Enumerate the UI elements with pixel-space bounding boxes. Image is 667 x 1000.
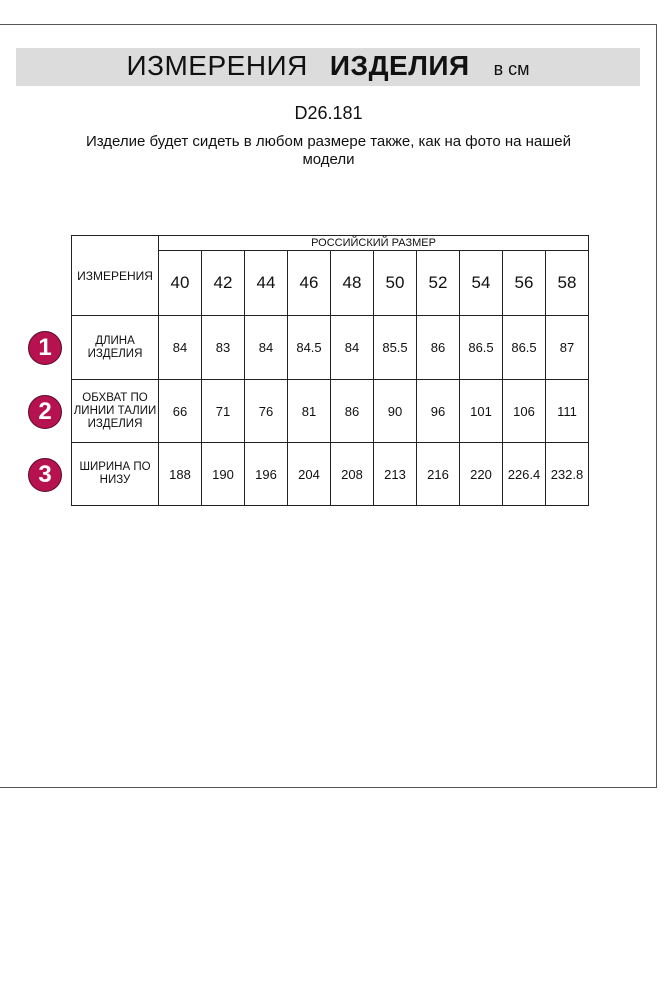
value-cell: 81: [288, 380, 331, 443]
value-cell: 101: [460, 380, 503, 443]
table-row: [72, 380, 589, 443]
value-cell: 66: [159, 380, 202, 443]
value-cell: 84: [331, 316, 374, 380]
value-cell: 86.5: [503, 316, 546, 380]
table-row: [72, 443, 589, 506]
size-table: [71, 235, 589, 506]
size-cell: 58: [546, 251, 589, 316]
value-cell: 86.5: [460, 316, 503, 380]
size-cell: 40: [159, 251, 202, 316]
title-product: ИЗДЕЛИЯ: [329, 50, 470, 81]
value-cell: 190: [202, 443, 245, 506]
value-cell: 83: [202, 316, 245, 380]
table-row: [72, 316, 589, 380]
value-cell: 188: [159, 443, 202, 506]
value-cell: 106: [503, 380, 546, 443]
row-label-waist: ОБХВАТ ПО ЛИНИИ ТАЛИИ ИЗДЕЛИЯ: [72, 380, 159, 443]
title-unit: в см: [493, 59, 530, 79]
value-cell: 208: [331, 443, 374, 506]
size-cell: 48: [331, 251, 374, 316]
value-cell: 232.8: [546, 443, 589, 506]
row-badge-3: 3: [28, 458, 62, 492]
title-bar: [16, 48, 640, 86]
value-cell: 226.4: [503, 443, 546, 506]
value-cell: 85.5: [374, 316, 417, 380]
size-cell: 54: [460, 251, 503, 316]
value-cell: 204: [288, 443, 331, 506]
size-cell: 56: [503, 251, 546, 316]
value-cell: 84: [159, 316, 202, 380]
row-badge-1: 1: [28, 331, 62, 365]
size-cell: 50: [374, 251, 417, 316]
fit-note: Изделие будет сидеть в любом размере также, как на фото на нашей модели: [85, 133, 572, 168]
corner-label: ИЗМЕРЕНИЯ: [72, 236, 159, 316]
product-code: D26.181: [294, 103, 363, 123]
value-cell: 90: [374, 380, 417, 443]
value-cell: 96: [417, 380, 460, 443]
value-cell: 213: [374, 443, 417, 506]
value-cell: 111: [546, 380, 589, 443]
row-label-hem-width: ШИРИНА ПО НИЗУ: [72, 443, 159, 506]
value-cell: 196: [245, 443, 288, 506]
size-cell: 46: [288, 251, 331, 316]
value-cell: 71: [202, 380, 245, 443]
russian-size-header: РОССИЙСКИЙ РАЗМЕР: [159, 236, 589, 251]
size-cell: 52: [417, 251, 460, 316]
size-cell: 42: [202, 251, 245, 316]
value-cell: 84: [245, 316, 288, 380]
title-measurements: ИЗМЕРЕНИЯ: [126, 50, 308, 81]
size-cell: 44: [245, 251, 288, 316]
row-label-length: ДЛИНА ИЗДЕЛИЯ: [72, 316, 159, 380]
row-badge-2: 2: [28, 395, 62, 429]
value-cell: 76: [245, 380, 288, 443]
value-cell: 220: [460, 443, 503, 506]
value-cell: 86: [417, 316, 460, 380]
value-cell: 87: [546, 316, 589, 380]
value-cell: 84.5: [288, 316, 331, 380]
value-cell: 86: [331, 380, 374, 443]
value-cell: 216: [417, 443, 460, 506]
